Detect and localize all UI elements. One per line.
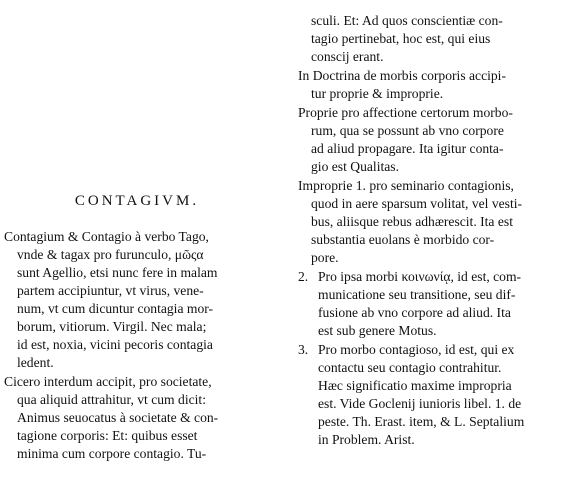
text-line: Pro ipsa morbi κοινωνίᾳ, id est, com-: [318, 269, 522, 284]
entry-heading: CONTAGIVM.: [74, 193, 200, 209]
text-line: conscij erant.: [311, 49, 384, 64]
text-line: Proprie pro affectione certorum morbo-: [298, 105, 513, 120]
text-line: vnde & tagax pro furunculo, μῶςα: [17, 247, 204, 262]
text-line: gio est Qualitas.: [311, 159, 399, 174]
text-line: borum, vitiorum. Virgil. Nec mala;: [17, 319, 207, 334]
text-line: Hæc significatio maxime impropria: [318, 378, 512, 393]
text-line: Improprie 1. pro seminario contagionis,: [298, 178, 514, 193]
text-line: peste. Th. Erast. item, & L. Septalium: [318, 414, 525, 429]
text-line: id est, noxia, vicini pecoris contagia: [17, 337, 213, 352]
text-line: Animus seuocatus à societate & con-: [17, 410, 219, 425]
text-line: est sub genere Motus.: [318, 323, 437, 338]
text-line: pore.: [311, 250, 339, 265]
text-line: bus, aliisque rebus adhærescit. Ita est: [311, 214, 513, 229]
item-number: 2.: [298, 269, 309, 284]
text-line: est. Vide Goclenij iunioris libel. 1. de: [318, 396, 522, 411]
text-line: Pro morbo contagioso, id est, qui ex: [318, 342, 515, 357]
text-line: Contagium & Contagio à verbo Tago,: [4, 229, 209, 244]
text-line: minima cum corpore contagio. Tu-: [17, 446, 207, 461]
text-line: rum, qua se possunt ab vno corpore: [311, 123, 504, 138]
text-line: tagio pertinebat, hoc est, qui eius: [311, 31, 491, 46]
text-line: tagione corporis: Et: quibus esset: [17, 428, 198, 443]
text-line: ledent.: [17, 355, 54, 370]
text-line: ad aliud propagare. Ita igitur conta-: [311, 141, 504, 156]
text-line: fusione ab vno corpore ad aliud. Ita: [318, 305, 511, 320]
text-line: quod in aere sparsum volitat, vel vesti-: [311, 196, 523, 211]
text-line: contactu seu contagio contrahitur.: [318, 360, 502, 375]
text-line: substantia euolans è morbido cor-: [311, 232, 495, 247]
text-line: partem accipiuntur, vt virus, vene-: [17, 283, 204, 298]
text-line: in Problem. Arist.: [318, 432, 415, 447]
text-line: Cicero interdum accipit, pro societate,: [4, 374, 212, 389]
text-line: municatione seu transitione, seu dif-: [318, 287, 516, 302]
text-line: sunt Agellio, etsi nunc fere in malam: [17, 265, 218, 280]
text-line: tur proprie & improprie.: [311, 86, 444, 101]
text-line: sculi. Et: Ad quos conscientiæ con-: [311, 13, 503, 28]
item-number: 3.: [298, 342, 309, 357]
text-line: num, vt cum dicuntur contagia mor-: [17, 301, 214, 316]
text-line: qua aliquid attrahitur, vt cum dicit:: [17, 392, 206, 407]
text-line: In Doctrina de morbis corporis accipi-: [298, 68, 506, 83]
